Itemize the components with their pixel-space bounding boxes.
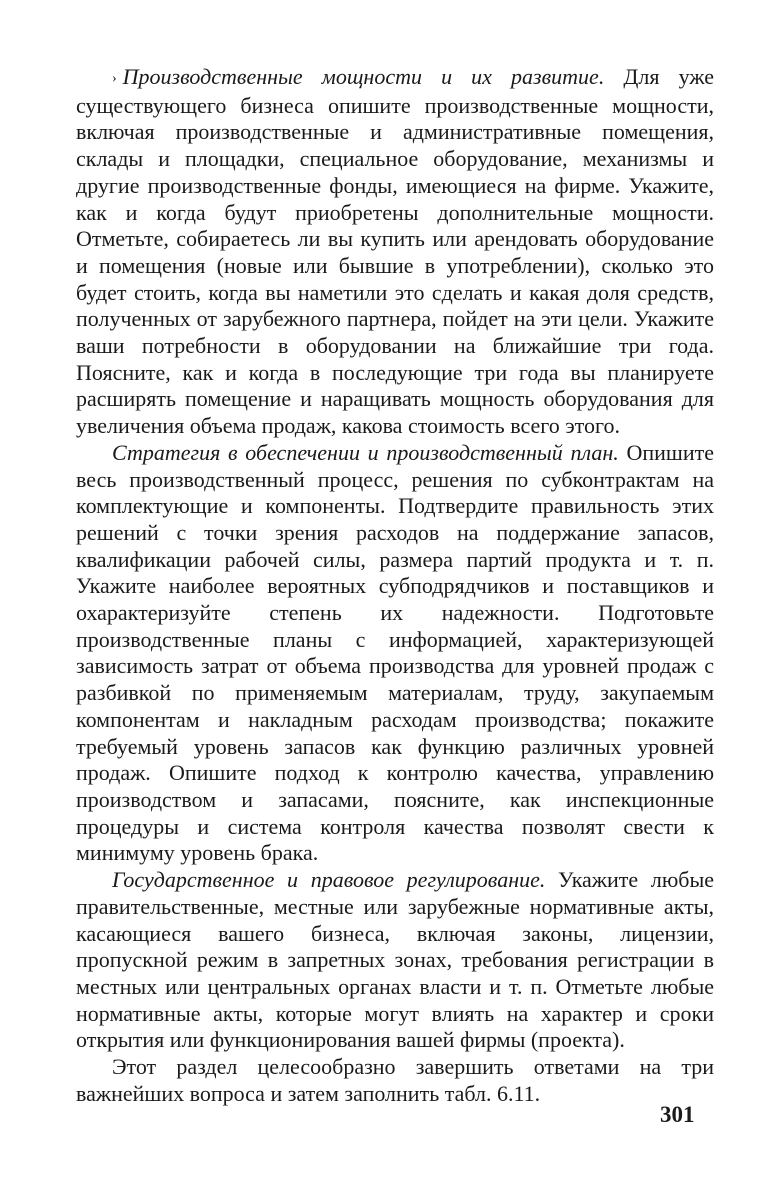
paragraph-lead: Производственные мощности и их развитие.	[122, 64, 605, 89]
paragraph-conclusion	[76, 1054, 714, 1107]
paragraph-text: Для уже существующего бизнеса опишите производственные мощности, включая производственные и административные помещения, склады и площадки, специальное оборудование, механизмы и другие производственные фонды, имеющиеся на фирме. Укажите, как и когда будут приобретены дополнительные мощности. Отметьте, собираетесь ли вы купить или арендовать оборудование и помещения (новые или бывшие в употреблении), сколько это будет стоить, когда вы наметили это сделать и какая доля средств, полученных от зарубежного партнера, пойдет на эти цели. Укажите ваши потребности в оборудовании на ближайшие три года. Поясните, как и когда в последующие три года вы планируете расширять помещение и наращивать мощность оборудования для увеличения объема продаж, какова стоимость всего этого.	[76, 64, 714, 439]
paragraph-strategy-plan	[76, 440, 714, 867]
page-body	[76, 64, 714, 1107]
page-number: 301	[660, 1102, 695, 1127]
paragraph-text: Укажите любые правительственные, местные или зарубежные нормативные акты, касающиеся вашего бизнеса, включая законы, лицензии, пропускной режим в запретных зонах, требования регистрации в местных или центральных органах власти и т. п. Отметьте любые нормативные акты, которые могут влиять на характер и сроки открытия или функционирования вашей фирмы (проекта).	[76, 867, 714, 1053]
paragraph-text: Опишите весь производственный процесс, решения по субконтрактам на комплектующие и компоненты. Подтвердите правильность этих решений с точки зрения расходов на поддержание запасов, квалификации рабочей силы, размера партий продукта и т. п. Укажите наиболее вероятных субподрядчиков и поставщиков и охарактеризуйте степень их надежности. Подготовьте производственные планы с информацией, характеризующей зависимость затрат от объема производства для уровней продаж с разбивкой по применяемым материалам, труду, закупаемым компонентам и накладным расходам производства; покажите требуемый уровень запасов как функцию различных уровней продаж. Опишите подход к контролю качества, управлению производством и запасами, поясните, как инспекционные процедуры и система контроля качества позволят свести к минимуму уровень брака.	[76, 439, 715, 866]
paragraph-lead: Государственное и правовое регулирование.	[112, 867, 546, 893]
paragraph-production-capacity	[76, 64, 714, 440]
paragraph-text: Этот раздел целесообразно завершить ответами на три важнейших вопроса и затем заполнить табл. 6.11.	[76, 1054, 714, 1106]
paragraph-marker: ›	[112, 71, 117, 86]
paragraph-lead: Стратегия в обеспечении и производственный план.	[112, 439, 619, 465]
paragraph-regulation	[76, 867, 714, 1054]
